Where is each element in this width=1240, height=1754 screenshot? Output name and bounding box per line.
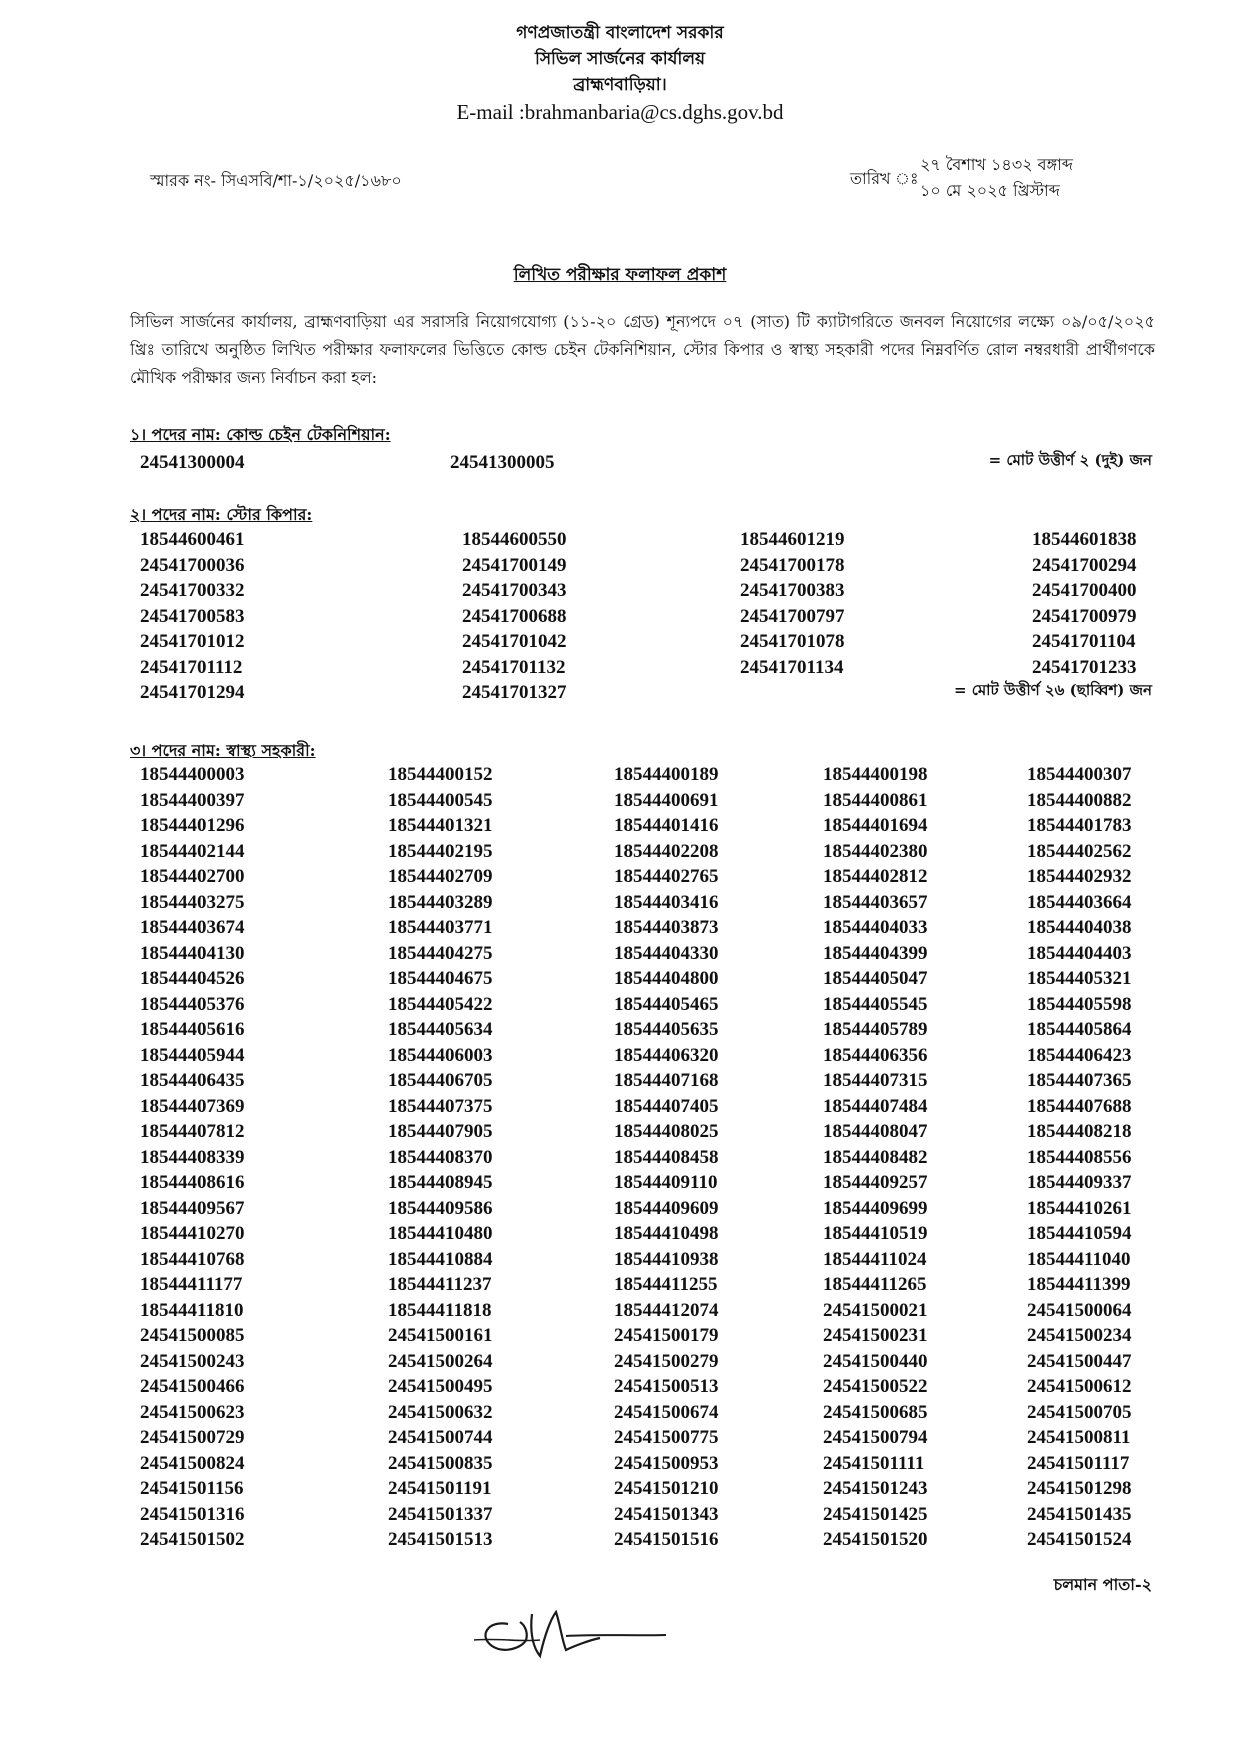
roll-number: 24541700797 bbox=[740, 605, 845, 627]
roll-number: 18544404130 bbox=[140, 942, 245, 964]
roll-number: 18544407369 bbox=[140, 1095, 245, 1117]
roll-number: 18544600550 bbox=[462, 529, 567, 550]
roll-number: 18544400307 bbox=[1027, 764, 1132, 785]
roll-number: 18544412074 bbox=[614, 1299, 719, 1321]
roll-number: 24541701042 bbox=[462, 631, 567, 652]
roll-number: 18544410594 bbox=[1027, 1223, 1132, 1244]
roll-number: 24541300004 bbox=[140, 452, 245, 473]
roll-number: 24541501516 bbox=[614, 1529, 719, 1550]
roll-number: 18544404526 bbox=[140, 968, 245, 989]
roll-number: 18544407812 bbox=[140, 1121, 245, 1142]
date-label: তারিখ ঃ bbox=[850, 169, 919, 188]
date-gregorian: ১০ মে ২০২৫ খ্রিস্টাব্দ bbox=[920, 181, 1060, 200]
roll-number: 24541701294 bbox=[140, 682, 245, 703]
roll-number: 18544400861 bbox=[823, 789, 928, 811]
roll-number: 24541501210 bbox=[614, 1478, 719, 1499]
roll-number: 18544402812 bbox=[823, 866, 928, 887]
roll-number: 18544406423 bbox=[1027, 1044, 1132, 1066]
roll-number: 24541501524 bbox=[1027, 1529, 1132, 1550]
roll-number: 24541500234 bbox=[1027, 1325, 1132, 1346]
roll-number: 18544403289 bbox=[388, 891, 493, 913]
roll-number: 18544411255 bbox=[614, 1274, 718, 1295]
notice-title bbox=[0, 262, 1240, 290]
roll-number: 24541701134 bbox=[740, 656, 844, 678]
roll-number: 24541500794 bbox=[823, 1427, 928, 1448]
roll-number: 24541500440 bbox=[823, 1350, 928, 1372]
roll-number: 18544401416 bbox=[614, 815, 719, 836]
total-store-keeper: = মোট উত্তীর্ণ ২৬ (ছাব্বিশ) জন bbox=[953, 681, 1152, 699]
roll-number: 24541500775 bbox=[614, 1427, 719, 1448]
roll-number: 24541501156 bbox=[140, 1478, 244, 1499]
roll-number: 24541500744 bbox=[388, 1427, 493, 1448]
header-government: গণপ্রজাতন্ত্রী বাংলাদেশ সরকার bbox=[516, 23, 724, 43]
roll-number: 18544400691 bbox=[614, 789, 719, 811]
roll-number: 24541700383 bbox=[740, 580, 845, 601]
roll-number: 18544402700 bbox=[140, 866, 245, 887]
roll-number: 18544405635 bbox=[614, 1019, 719, 1040]
roll-number: 18544407365 bbox=[1027, 1070, 1132, 1091]
total-cold-chain: = মোট উত্তীর্ণ ২ (দুই) জন bbox=[988, 451, 1152, 469]
roll-number: 24541501111 bbox=[823, 1452, 925, 1474]
roll-number: 24541700343 bbox=[462, 580, 567, 601]
roll-number: 24541701104 bbox=[1032, 631, 1136, 652]
roll-number: 24541501502 bbox=[140, 1529, 245, 1550]
roll-number: 18544404033 bbox=[823, 917, 928, 938]
roll-number: 24541500279 bbox=[614, 1350, 719, 1372]
roll-number: 24541701112 bbox=[140, 656, 243, 678]
roll-number: 24541501520 bbox=[823, 1529, 928, 1550]
roll-number: 24541500264 bbox=[388, 1350, 493, 1372]
roll-number: 18544410884 bbox=[388, 1248, 493, 1270]
roll-number: 18544405047 bbox=[823, 968, 928, 989]
roll-number: 18544406356 bbox=[823, 1044, 928, 1066]
roll-number: 18544410261 bbox=[1027, 1197, 1132, 1219]
roll-number: 18544405616 bbox=[140, 1019, 245, 1040]
roll-number: 24541501435 bbox=[1027, 1503, 1132, 1525]
roll-number: 24541500513 bbox=[614, 1376, 719, 1397]
roll-number: 18544400198 bbox=[823, 764, 928, 785]
section-heading-health-assistant: ৩। পদের নাম: স্বাস্থ্য সহকারী: bbox=[130, 741, 316, 760]
roll-number: 24541501513 bbox=[388, 1529, 493, 1550]
roll-number: 18544408025 bbox=[614, 1121, 719, 1142]
roll-number: 18544404399 bbox=[823, 942, 928, 964]
signature-scribble-icon bbox=[470, 1596, 680, 1666]
signature bbox=[470, 1596, 680, 1670]
roll-number: 24541500685 bbox=[823, 1401, 928, 1423]
roll-number: 18544408616 bbox=[140, 1172, 245, 1193]
roll-number: 24541700178 bbox=[740, 554, 845, 576]
roll-number: 18544404275 bbox=[388, 942, 493, 964]
roll-number: 18544600461 bbox=[140, 529, 245, 550]
roll-number: 24541500824 bbox=[140, 1452, 245, 1474]
roll-number: 18544405376 bbox=[140, 993, 245, 1015]
roll-number: 18544401296 bbox=[140, 815, 245, 836]
roll-number: 18544411040 bbox=[1027, 1248, 1131, 1270]
roll-number: 18544405864 bbox=[1027, 1019, 1132, 1040]
roll-number: 18544404675 bbox=[388, 968, 493, 989]
roll-number: 18544408458 bbox=[614, 1146, 719, 1168]
roll-number: 18544409586 bbox=[388, 1197, 493, 1219]
roll-number: 18544408218 bbox=[1027, 1121, 1132, 1142]
roll-number: 18544408482 bbox=[823, 1146, 928, 1168]
roll-number: 18544405634 bbox=[388, 1019, 493, 1040]
roll-number: 18544409257 bbox=[823, 1172, 928, 1193]
roll-number: 18544402144 bbox=[140, 840, 245, 862]
roll-number: 24541500612 bbox=[1027, 1376, 1132, 1397]
roll-number: 24541500064 bbox=[1027, 1299, 1132, 1321]
roll-number: 24541501243 bbox=[823, 1478, 928, 1499]
roll-number: 18544404800 bbox=[614, 968, 719, 989]
roll-number: 24541500161 bbox=[388, 1325, 493, 1346]
roll-number: 24541501316 bbox=[140, 1503, 245, 1525]
roll-number: 24541501117 bbox=[1027, 1452, 1130, 1474]
roll-number: 18544402709 bbox=[388, 866, 493, 887]
roll-number: 18544411265 bbox=[823, 1274, 927, 1295]
notice-intro: সিভিল সার্জনের কার্যালয়, ব্রাহ্মণবাড়িয়া এর সরাসরি নিয়োগযোগ্য (১১-২০ গ্রেড) শূন্যপদে ০৭ (সাত) টি ক্যাটাগরিতে জনবল নিয়োগের লক্ষ্যে ০৯/০৫/২০২৫ খ্রিঃ তারিখে অনুষ্ঠিত লিখিত পরীক্ষার ফলাফলের ভিত্তিতে কোল্ড চেইন টেকনিশিয়ান, স্টোর কিপার ও স্বাস্থ্য সহকারী পদের নিম্নবর্ণিত রোল নম্বরধারী প্রার্থীগণকে মৌখিক পরীক্ষার জন্য নির্বাচন করা হল: bbox=[130, 312, 1155, 387]
roll-number: 24541700332 bbox=[140, 580, 245, 601]
roll-number: 18544402380 bbox=[823, 840, 928, 862]
roll-number: 18544401694 bbox=[823, 815, 928, 836]
roll-number: 24541501191 bbox=[388, 1478, 492, 1499]
roll-number: 24541700583 bbox=[140, 605, 245, 627]
roll-number: 18544405598 bbox=[1027, 993, 1132, 1015]
roll-number: 18544411177 bbox=[140, 1274, 243, 1295]
roll-number: 18544405545 bbox=[823, 993, 928, 1015]
roll-number: 24541500447 bbox=[1027, 1350, 1132, 1372]
roll-number: 24541500243 bbox=[140, 1350, 245, 1372]
roll-number: 18544405944 bbox=[140, 1044, 245, 1066]
roll-number: 18544400152 bbox=[388, 764, 493, 785]
roll-number: 24541501343 bbox=[614, 1503, 719, 1525]
roll-number: 18544405789 bbox=[823, 1019, 928, 1040]
letterhead bbox=[0, 20, 1240, 126]
roll-number: 18544410768 bbox=[140, 1248, 245, 1270]
roll-number: 18544401783 bbox=[1027, 815, 1132, 836]
roll-number: 18544409609 bbox=[614, 1197, 719, 1219]
roll-number: 18544406705 bbox=[388, 1070, 493, 1091]
roll-number: 18544405321 bbox=[1027, 968, 1132, 989]
roll-number: 24541300005 bbox=[450, 452, 555, 473]
roll-number: 18544407484 bbox=[823, 1095, 928, 1117]
roll-number: 24541500623 bbox=[140, 1401, 245, 1423]
roll-number: 18544408945 bbox=[388, 1172, 493, 1193]
header-district: ব্রাহ্মণবাড়িয়া। bbox=[573, 75, 667, 95]
roll-number: 18544601219 bbox=[740, 529, 845, 550]
roll-number: 24541701078 bbox=[740, 631, 845, 652]
date-bangla: ২৭ বৈশাখ ১৪৩২ বঙ্গাব্দ bbox=[920, 155, 1074, 174]
roll-number: 18544401321 bbox=[388, 815, 493, 836]
roll-number: 18544402932 bbox=[1027, 866, 1132, 887]
roll-number: 24541500466 bbox=[140, 1376, 245, 1397]
roll-number: 24541700688 bbox=[462, 605, 567, 627]
roll-number: 24541500674 bbox=[614, 1401, 719, 1423]
roll-number: 24541500729 bbox=[140, 1427, 245, 1448]
roll-number: 18544410938 bbox=[614, 1248, 719, 1270]
roll-number: 24541500811 bbox=[1027, 1427, 1131, 1448]
roll-number: 18544407375 bbox=[388, 1095, 493, 1117]
roll-number: 18544404038 bbox=[1027, 917, 1132, 938]
roll-number: 18544407168 bbox=[614, 1070, 719, 1091]
notice-title-text: লিখিত পরীক্ষার ফলাফল প্রকাশ bbox=[513, 265, 727, 285]
roll-number: 18544403664 bbox=[1027, 891, 1132, 913]
roll-number: 24541500632 bbox=[388, 1401, 493, 1423]
roll-number: 24541500495 bbox=[388, 1376, 493, 1397]
roll-number: 18544406003 bbox=[388, 1044, 493, 1066]
roll-number: 24541701233 bbox=[1032, 656, 1137, 678]
roll-number: 24541700036 bbox=[140, 554, 245, 576]
roll-number: 18544406435 bbox=[140, 1070, 245, 1091]
roll-number: 18544411399 bbox=[1027, 1274, 1131, 1295]
roll-number: 18544408047 bbox=[823, 1121, 928, 1142]
roll-number: 18544407405 bbox=[614, 1095, 719, 1117]
roll-number: 18544400189 bbox=[614, 764, 719, 785]
roll-number: 24541700400 bbox=[1032, 580, 1137, 601]
roll-number: 18544411810 bbox=[140, 1299, 244, 1321]
roll-number: 18544402208 bbox=[614, 840, 719, 862]
header-office: সিভিল সার্জনের কার্যালয় bbox=[534, 49, 706, 69]
roll-number: 18544403275 bbox=[140, 891, 245, 913]
section-heading-store-keeper: ২। পদের নাম: স্টোর কিপার: bbox=[130, 505, 313, 524]
roll-number: 18544410480 bbox=[388, 1223, 493, 1244]
roll-number: 18544404330 bbox=[614, 942, 719, 964]
roll-number: 24541701012 bbox=[140, 631, 245, 652]
roll-number: 18544400397 bbox=[140, 789, 245, 811]
date-block bbox=[920, 152, 1073, 204]
roll-number: 18544409110 bbox=[614, 1172, 718, 1193]
roll-number: 18544402562 bbox=[1027, 840, 1132, 862]
roll-number: 24541501337 bbox=[388, 1503, 493, 1525]
roll-number: 18544411818 bbox=[388, 1299, 492, 1321]
roll-number: 18544409699 bbox=[823, 1197, 928, 1219]
roll-number: 24541500231 bbox=[823, 1325, 928, 1346]
roll-number: 24541501298 bbox=[1027, 1478, 1132, 1499]
roll-number: 18544400003 bbox=[140, 764, 245, 785]
memo-number: স্মারক নং- সিএসবি/শা-১/২০২৫/১৬৮০ bbox=[150, 171, 402, 190]
roll-number: 18544402765 bbox=[614, 866, 719, 887]
roll-number: 24541500085 bbox=[140, 1325, 245, 1346]
roll-number: 18544403771 bbox=[388, 917, 493, 938]
roll-number: 18544402195 bbox=[388, 840, 493, 862]
roll-number: 18544405422 bbox=[388, 993, 493, 1015]
roll-number: 18544410519 bbox=[823, 1223, 928, 1244]
roll-number: 18544403657 bbox=[823, 891, 928, 913]
roll-number: 24541500021 bbox=[823, 1299, 928, 1321]
roll-number: 18544400545 bbox=[388, 789, 493, 811]
roll-number: 24541701132 bbox=[462, 656, 566, 678]
roll-number: 18544406320 bbox=[614, 1044, 719, 1066]
roll-number: 24541700149 bbox=[462, 554, 567, 576]
roll-number: 18544411024 bbox=[823, 1248, 927, 1270]
roll-number: 18544601838 bbox=[1032, 529, 1137, 550]
roll-number: 18544411237 bbox=[388, 1274, 492, 1295]
roll-number: 18544409337 bbox=[1027, 1172, 1132, 1193]
roll-number: 18544403873 bbox=[614, 917, 719, 938]
roll-number: 18544405465 bbox=[614, 993, 719, 1015]
roll-number: 24541500705 bbox=[1027, 1401, 1132, 1423]
roll-number: 24541500953 bbox=[614, 1452, 719, 1474]
roll-number: 18544407905 bbox=[388, 1121, 493, 1142]
roll-number: 18544410498 bbox=[614, 1223, 719, 1244]
roll-number: 24541700979 bbox=[1032, 605, 1137, 627]
roll-number: 24541500835 bbox=[388, 1452, 493, 1474]
roll-number: 18544408339 bbox=[140, 1146, 245, 1168]
header-email: E-mail :brahmanbaria@cs.dghs.gov.bd bbox=[456, 100, 784, 124]
roll-number: 18544407315 bbox=[823, 1070, 928, 1091]
roll-number: 24541501425 bbox=[823, 1503, 928, 1525]
section-heading-cold-chain: ১। পদের নাম: কোল্ড চেইন টেকনিশিয়ান: bbox=[130, 425, 391, 444]
roll-number: 18544408370 bbox=[388, 1146, 493, 1168]
roll-number: 18544403416 bbox=[614, 891, 719, 913]
roll-number: 18544404403 bbox=[1027, 942, 1132, 964]
continued-page-note: চলমান পাতা-২ bbox=[1053, 1575, 1152, 1594]
roll-number: 18544400882 bbox=[1027, 789, 1132, 811]
roll-number: 18544403674 bbox=[140, 917, 245, 938]
roll-number: 18544410270 bbox=[140, 1223, 245, 1244]
roll-number: 18544408556 bbox=[1027, 1146, 1132, 1168]
roll-number: 24541701327 bbox=[462, 682, 567, 703]
roll-number: 24541500179 bbox=[614, 1325, 719, 1346]
roll-number: 24541700294 bbox=[1032, 554, 1137, 576]
roll-number: 18544407688 bbox=[1027, 1095, 1132, 1117]
roll-number: 18544409567 bbox=[140, 1197, 245, 1219]
roll-number: 24541500522 bbox=[823, 1376, 928, 1397]
